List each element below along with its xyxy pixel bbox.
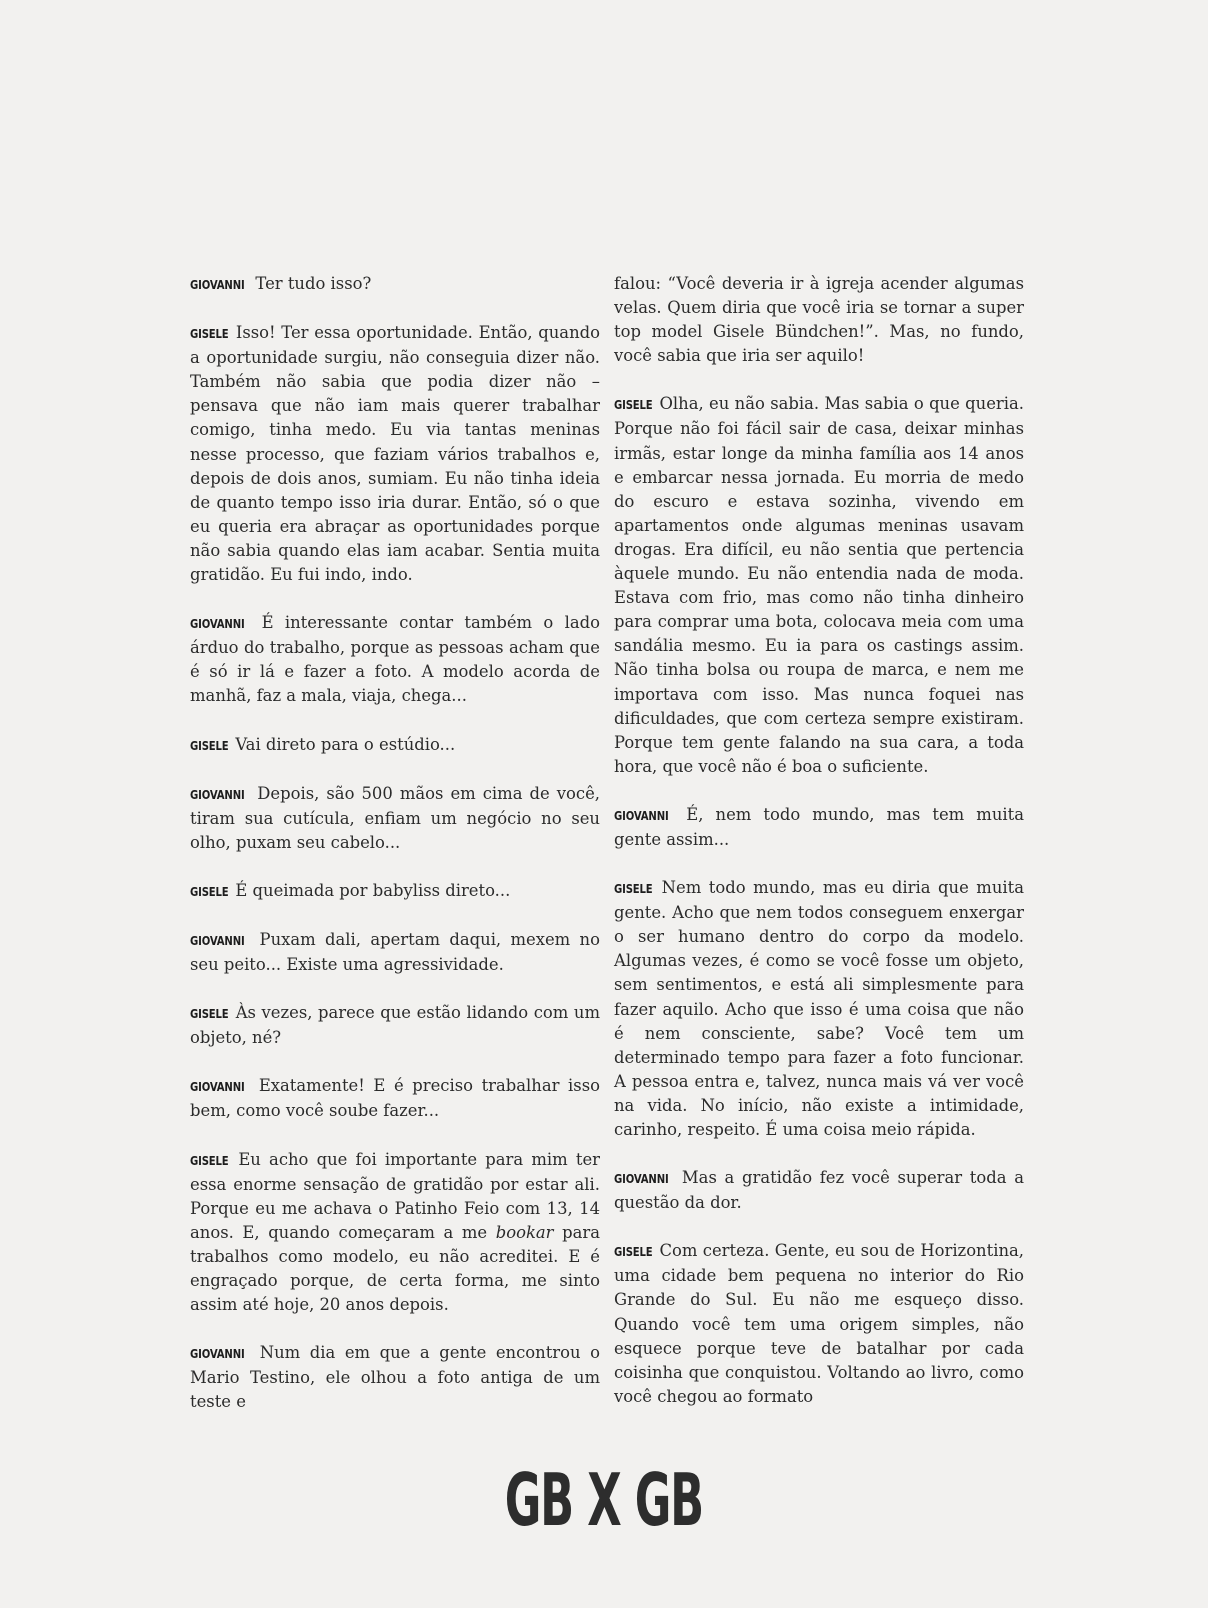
dialogue-text: Com certeza. Gente, eu sou de Horizontina, uma cidade bem pequena no interior do Rio Grande do Sul. Eu não me esqueço disso. Quando você tem uma origem simples, não esquece porque teve de batalhar por cada coisinha que conquistou. Voltando ao livro, como você chegou ao formato [614, 1241, 1024, 1406]
right-column [614, 272, 1024, 1433]
speaker-label: GIOVANNI [190, 616, 245, 632]
speaker-label: GISELE [190, 1006, 229, 1022]
dialogue-text: falou: “Você deveria ir à igreja acender algumas velas. Quem diria que você iria se tornar a super top model Gisele Bündchen!”. Mas, no fundo, você sabia que iria ser aquilo! [614, 274, 1024, 366]
dialogue-block [190, 879, 600, 904]
dialogue-block [190, 1148, 600, 1318]
dialogue-text: É, nem todo mundo, mas tem muita gente assim... [614, 804, 1024, 849]
dialogue-text: Vai direto para o estúdio... [235, 734, 456, 754]
speaker-label: GIOVANNI [614, 807, 669, 823]
dialogue-block [190, 1074, 600, 1123]
dialogue-block [190, 321, 600, 587]
dialogue-text: Nem todo mundo, mas eu diria que muita gente. Acho que nem todos conseguem enxergar o ser humano dentro do corpo da modelo. Algumas vezes, é como se você fosse um objeto, sem sentimentos, e está ali simplesmente para fazer aquilo. Acho que isso é uma coisa que não é nem consciente, sabe? Você tem um determinado tempo para fazer a foto funcionar. A pessoa entra e, talvez, nunca mais vá ver você na vida. No início, não existe a intimidade, carinho, respeito. É uma coisa meio rápida. [614, 878, 1024, 1139]
footer-logo [0, 1458, 1208, 1542]
dialogue-text: É interessante contar também o lado árduo do trabalho, porque as pessoas acham que é só ir lá e fazer a foto. A modelo acorda de manhã, faz a mala, viaja, chega... [190, 613, 601, 706]
speaker-label: GISELE [190, 1152, 229, 1168]
dialogue-text: Às vezes, parece que estão lidando com um objeto, né? [190, 1003, 600, 1048]
speaker-label: GISELE [614, 881, 653, 897]
dialogue-text [190, 1150, 600, 1315]
dialogue-text: Mas a gratidão fez você superar toda a questão da dor. [614, 1168, 1024, 1213]
dialogue-block [614, 392, 1024, 779]
dialogue-block [614, 1166, 1024, 1215]
dialogue-block [614, 803, 1024, 852]
speaker-label: GISELE [190, 737, 229, 753]
speaker-label: GIOVANNI [614, 1171, 669, 1187]
speaker-label: GISELE [190, 883, 229, 899]
dialogue-text: Ter tudo isso? [255, 274, 372, 293]
italic-term: bookar [495, 1222, 554, 1242]
speaker-label: GISELE [190, 326, 229, 342]
left-column [190, 272, 600, 1438]
dialogue-block [190, 928, 600, 977]
footer-logo-text: GB X GB [504, 1458, 704, 1542]
dialogue-block [190, 1001, 600, 1050]
dialogue-text: Depois, são 500 mãos em cima de você, tiram sua cutícula, enfiam um negócio no seu olho, puxam seu cabelo... [190, 783, 600, 852]
dialogue-text-part: Eu acho que foi importante para mim ter essa enorme sensação de gratidão por estar ali. Porque eu me achava o Patinho Feio com 13, 14 anos. E, quando começaram a me [190, 1149, 600, 1242]
speaker-label: GIOVANNI [190, 1079, 245, 1095]
dialogue-text: É queimada por babyliss direto... [235, 880, 511, 900]
dialogue-block [614, 876, 1024, 1142]
dialogue-text: Olha, eu não sabia. Mas sabia o que queria. Porque não foi fácil sair de casa, deixar minhas irmãs, estar longe da minha família aos 14 anos e embarcar nessa jornada. Eu morria de medo do escuro e estava sozinha, vivendo em apartamentos onde algumas meninas usavam drogas. Era difícil, eu não sentia que pertencia àquele mundo. Eu não entendia nada de moda. Estava com frio, mas como não tinha dinheiro para comprar uma bota, colocava meia com uma sandália mesmo. Eu ia para os castings assim. Não tinha bolsa ou roupa de marca, e nem me importava com isso. Mas nunca foquei nas dificuldades, que com certeza sempre existiram. Porque tem gente falando na sua cara, a toda hora, que você não é boa o suficiente. [614, 394, 1024, 776]
dialogue-block [614, 1239, 1024, 1409]
speaker-label: GISELE [614, 1244, 653, 1260]
dialogue-block [190, 733, 600, 758]
dialogue-block [190, 782, 600, 855]
dialogue-text-part: para trabalhos como modelo, eu não acreditei. E é engraçado porque, de certa forma, me sinto assim até hoje, 20 anos depois. [190, 1222, 600, 1315]
speaker-label: GIOVANNI [190, 786, 245, 802]
dialogue-text: Isso! Ter essa oportunidade. Então, quando a oportunidade surgiu, não conseguia dizer não. Também não sabia que podia dizer não – pensava que não iam mais querer trabalhar comigo, tinha medo. Eu via tantas meninas nesse processo, que faziam vários trabalhos e, depois de dois anos, sumiam. Eu não tinha ideia de quanto tempo isso iria durar. Então, só o que eu queria era abraçar as oportunidades porque não sabia quando elas iam acabar. Sentia muita gratidão. Eu fui indo, indo. [190, 323, 600, 585]
speaker-label: GIOVANNI [190, 277, 245, 292]
dialogue-block [190, 611, 600, 708]
dialogue-block [190, 272, 600, 297]
dialogue-block [190, 1341, 600, 1414]
dialogue-text: Exatamente! E é preciso trabalhar isso bem, como você soube fazer... [190, 1076, 600, 1121]
dialogue-continuation [614, 272, 1024, 368]
speaker-label: GIOVANNI [190, 932, 245, 948]
dialogue-text: Puxam dali, apertam daqui, mexem no seu peito... Existe uma agressividade. [190, 929, 600, 975]
speaker-label: GISELE [614, 397, 653, 413]
dialogue-text: Num dia em que a gente encontrou o Mario Testino, ele olhou a foto antiga de um teste e [190, 1343, 600, 1412]
speaker-label: GIOVANNI [190, 1346, 245, 1362]
